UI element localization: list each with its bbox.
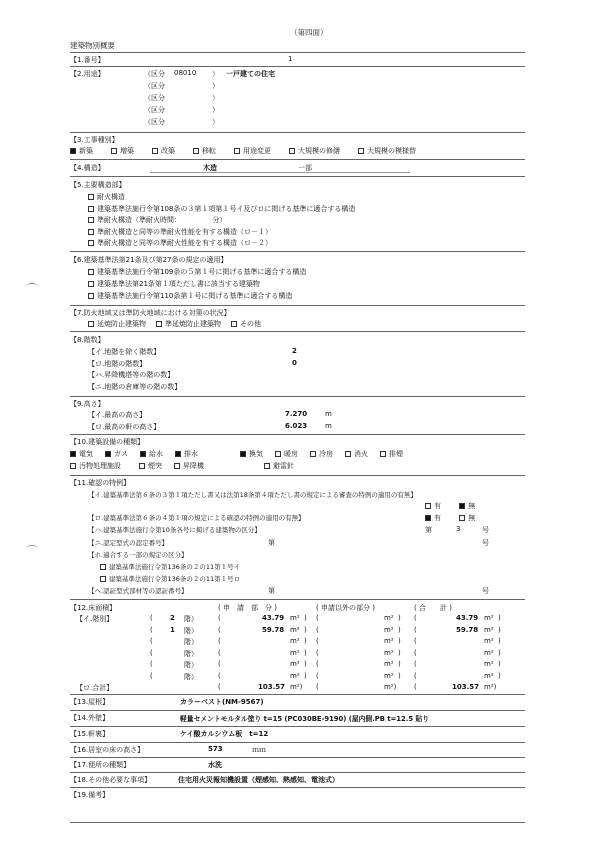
s11-e-item-1-label: 建築基準法施行令第136条の２の11第１号イ xyxy=(109,563,241,571)
s11-e-item-2-checkbox[interactable] xyxy=(100,576,106,582)
s11-f-label: 【ヘ.認証型式部材等の認証番号】 xyxy=(88,587,188,595)
s6-option-0 xyxy=(88,267,306,277)
s6-title: 【6.建築基準法第21条及び第27条の規定の適用】 xyxy=(70,256,228,264)
s12-sum-other-unit: m²) xyxy=(384,683,397,691)
s12-head-other: ( 申請以外の部分 ) xyxy=(316,604,375,612)
s12-other-close: ) xyxy=(398,625,401,634)
s2-title: 【2.用途】 xyxy=(70,70,105,78)
s12-other-unit: m² xyxy=(384,614,394,622)
s9-row-unit: m xyxy=(325,410,332,418)
s2-row-code: 08010 xyxy=(174,69,197,77)
s12-sum-other-unit-text: m² xyxy=(384,683,394,691)
s9-row-label: 【イ.最高の高さ】 xyxy=(88,411,147,419)
s15-eaves: ケイ酸カルシウム板 t=12 xyxy=(180,730,269,738)
s16-title: 【16.居室の床の高さ】 xyxy=(70,746,145,754)
s6-option-1-label: 建築基準法第21条第１項ただし書に該当する建築物 xyxy=(97,280,260,288)
s4-structure: 木造 xyxy=(203,164,217,172)
s18-other: 住宅用火災報知機設置（煙感知、熱感知、電池式） xyxy=(178,776,339,784)
s10-equipment-5 xyxy=(275,450,298,458)
s12-applied-open: ( xyxy=(218,660,221,668)
s12-other-unit: m² xyxy=(384,671,394,680)
s8-row-value: 0 xyxy=(292,358,297,367)
s12-total-unit: m² xyxy=(484,671,494,680)
s12-total-open: ( xyxy=(414,660,417,668)
s10-equipment-8 xyxy=(380,450,403,458)
s10-equipment-row2 xyxy=(70,461,294,471)
s4-part: 一部 xyxy=(298,164,312,172)
s12-applied-close: ) xyxy=(304,648,307,657)
s5-title: 【5.主要構造部】 xyxy=(70,181,126,189)
s2-row-close: ） xyxy=(212,94,219,102)
s17-toilet: 水洗 xyxy=(208,761,222,769)
s5-option-3-label: 準耐火構造と同等の準耐火性能を有する構造（ロ－１） xyxy=(97,227,272,236)
s12-total-value: 43.79 xyxy=(456,614,479,622)
s14-title: 【14.外壁】 xyxy=(70,714,110,722)
s12-total-open: ( xyxy=(414,625,417,634)
s10-equipment-4-checkbox[interactable] xyxy=(240,451,246,457)
s8-row-label: 【イ.地階を除く階数】 xyxy=(88,348,161,356)
s11-b-options xyxy=(425,513,475,523)
s3-option-3-checkbox[interactable] xyxy=(193,148,199,154)
s2-row-label: （区分 xyxy=(144,94,165,102)
s11-a-no-checkbox[interactable] xyxy=(459,503,465,509)
s12-head-applied: ( 申 請 部 分 ) xyxy=(218,604,277,612)
s10-equipment-7 xyxy=(345,450,368,458)
s10-equipment2-2 xyxy=(174,462,204,470)
s7-option-2 xyxy=(231,320,261,328)
s12-applied-open: ( xyxy=(218,648,221,657)
s3-option-5 xyxy=(289,147,340,155)
s3-option-1-label: 増築 xyxy=(120,147,134,155)
s10-equipment-1 xyxy=(105,450,128,458)
s8-title: 【8.階数】 xyxy=(70,336,105,344)
s12-total-close: ) xyxy=(498,614,501,622)
s3-option-6-label: 大規模の模様替 xyxy=(367,147,416,155)
s5-option-4-label: 準耐火構造と同等の準耐火性能を有する構造（ロ－２） xyxy=(97,239,272,247)
s11-d-post: 号 xyxy=(482,539,489,547)
s12-applied-unit: m² xyxy=(290,614,300,622)
s11-a-no-label: 無 xyxy=(468,502,476,510)
s11-e-label: 【ホ.適合する一部の規定の区分】 xyxy=(88,551,188,559)
s12-total-total-row: ( xyxy=(414,683,417,691)
s5-option-4 xyxy=(88,238,272,248)
s10-equipment-3-label: 排水 xyxy=(184,450,198,458)
s12-other-close: ) xyxy=(398,671,401,680)
s10-equipment-5-checkbox[interactable] xyxy=(275,451,281,457)
s9-row-value: 7.270 xyxy=(285,410,308,418)
s19-title: 【19.備考】 xyxy=(70,791,110,799)
s12-total-unit: m² xyxy=(484,625,494,634)
s3-option-6 xyxy=(358,147,416,155)
s12-other-open: ( xyxy=(316,660,319,668)
s12-applied-close: ) xyxy=(304,625,307,634)
s10-equipment-7-label: 消火 xyxy=(354,450,368,458)
s12-total-applied-row: ( xyxy=(218,683,221,691)
s12-applied-unit: m² xyxy=(290,660,300,668)
s10-equipment-8-checkbox[interactable] xyxy=(380,451,386,457)
s12-floor-word: 階） xyxy=(184,626,198,635)
s12-floor-number: 1 xyxy=(170,625,175,634)
s10-equipment-7-checkbox[interactable] xyxy=(345,451,351,457)
s12-applied-open: ( xyxy=(218,614,221,622)
s12-title: 【12.床面積】 xyxy=(70,604,117,612)
s11-a-options xyxy=(425,501,475,511)
s14-wall: 軽量セメントモルタル塗り t=15 (PC030BE-9190) (屋内側.PB t=12.5 貼り xyxy=(180,715,430,723)
s12-total-close: ) xyxy=(498,671,501,680)
s12-sum-total-unit: m²) xyxy=(484,683,497,691)
s11-b-no-checkbox[interactable] xyxy=(459,515,465,521)
s12-total-unit: m² xyxy=(484,637,494,645)
s11-e-item-1-checkbox[interactable] xyxy=(100,564,106,570)
s11-d-label: 【ニ.認定型式の認定番号】 xyxy=(88,539,169,547)
s6-option-2 xyxy=(88,291,292,301)
s5-option-1 xyxy=(88,204,355,214)
s12-total-close: ) xyxy=(498,637,501,645)
s17-title: 【17.便所の種類】 xyxy=(70,761,131,769)
s16-unit: ｍｍ xyxy=(252,746,266,754)
s12-floor-word: 階） xyxy=(184,649,198,658)
s11-c-post: 号 xyxy=(482,526,489,534)
s3-option-4-checkbox[interactable] xyxy=(234,148,240,154)
s10-equipment-6-checkbox[interactable] xyxy=(310,451,316,457)
s8-row-value: 2 xyxy=(292,347,297,355)
s12-floor-open: ( xyxy=(150,660,153,668)
s12-total-open: ( xyxy=(414,671,417,680)
s12-head-total-text: 合 計 xyxy=(418,604,447,612)
s12-head-other-text: 申請以外の部分 xyxy=(320,604,370,612)
s2-row-close: ） xyxy=(212,82,219,90)
s12-total-close: ) xyxy=(498,648,501,657)
s12-floor-open: ( xyxy=(150,625,153,634)
s10-equipment-0-label: 電気 xyxy=(79,450,93,458)
s12-other-unit: m² xyxy=(384,660,394,668)
s12-sum-total-unit-text: m² xyxy=(484,683,494,691)
doc-title: 建築物別概要 xyxy=(70,41,115,50)
s10-equipment2-0-checkbox[interactable] xyxy=(70,463,76,469)
s12-head-total: ( 合 計 ) xyxy=(414,604,452,612)
s11-b-label: 【ロ.建築基準法第６条の４第１項の規定による確認の特例の適用の有無】 xyxy=(88,514,305,522)
s12-other-open: ( xyxy=(316,671,319,680)
s10-equipment2-3 xyxy=(264,462,294,470)
s10-equipment-0-checkbox[interactable] xyxy=(70,451,76,457)
s12-applied-open: ( xyxy=(218,671,221,680)
s12-floor-word: 階） xyxy=(184,638,198,646)
s10-equipment-2-label: 給水 xyxy=(149,450,163,458)
s12-applied-value: 59.78 xyxy=(262,625,285,634)
s12-total-other-row: ( xyxy=(316,683,319,691)
s8-row-label: 【ロ.地階の階数】 xyxy=(88,359,147,368)
s10-equipment-8-label: 排煙 xyxy=(389,450,403,458)
s3-option-0-label: 新築 xyxy=(79,147,93,155)
s10-equipment2-1-checkbox[interactable] xyxy=(139,463,145,469)
s12-applied-unit: m² xyxy=(290,637,300,645)
s2-row-close: ） xyxy=(212,106,219,114)
s6-option-1-checkbox[interactable] xyxy=(88,281,94,287)
s12-floor-word: 階） xyxy=(184,672,198,681)
s3-option-1-checkbox[interactable] xyxy=(111,148,117,154)
s12-sum-applied: 103.57 xyxy=(258,683,286,691)
s12-applied-value: 43.79 xyxy=(262,614,285,622)
s3-title: 【3.工事種別】 xyxy=(70,136,119,144)
s11-f-pre: 第 xyxy=(268,587,275,595)
s2-row-label: （区分 xyxy=(144,82,165,90)
s3-option-3 xyxy=(193,147,216,155)
s10-equipment2-0 xyxy=(70,462,121,470)
s10-equipment2-2-label: 昇降機 xyxy=(183,462,204,470)
s12-applied-open: ( xyxy=(218,625,221,634)
s12-total-close: ) xyxy=(498,625,501,634)
s6-option-0-label: 建築基準法施行令第109条の５第１号に掲げる基準に適合する構造 xyxy=(97,268,307,276)
s12-total-value: 59.78 xyxy=(456,625,479,634)
s10-equipment-5-label: 暖房 xyxy=(284,450,298,458)
s2-row-label: （区分 xyxy=(144,106,165,114)
s12-other-close: ) xyxy=(398,637,401,645)
s6-option-2-label: 建築基準法施行令第110条第１号に掲げる基準に適合する構造 xyxy=(97,292,293,300)
s12-applied-unit: m² xyxy=(290,648,300,657)
s10-equipment-6 xyxy=(310,450,333,458)
s15-title: 【15.軒裏】 xyxy=(70,730,110,738)
s11-e-item-1 xyxy=(100,562,240,571)
s6-option-2-checkbox[interactable] xyxy=(88,293,94,299)
s7-option-1-checkbox[interactable] xyxy=(156,321,162,327)
s10-equipment-4 xyxy=(240,450,263,458)
s12-other-open: ( xyxy=(316,637,319,645)
s8-row-label: 【ニ.地階の倉庫等の階の数】 xyxy=(88,382,182,391)
page-label: （第四面） xyxy=(290,28,328,37)
s1-title: 【1.番号】 xyxy=(70,56,105,64)
s12-head-applied-text: 申 請 部 分 xyxy=(222,604,272,612)
s10-equipment2-1-label: 煙突 xyxy=(148,462,162,470)
s12-total-close: ) xyxy=(498,660,501,668)
s5-option-0-checkbox[interactable] xyxy=(88,194,94,200)
s12-other-close: ) xyxy=(398,660,401,668)
s5-option-2 xyxy=(88,215,227,225)
s12-floor-open: ( xyxy=(150,637,153,645)
s12-other-open: ( xyxy=(316,648,319,657)
s12-other-unit: m² xyxy=(384,625,394,634)
s11-f-post: 号 xyxy=(482,587,489,595)
s3-option-2-checkbox[interactable] xyxy=(152,148,158,154)
s7-title: 【7.防火地域又は準防火地域における対策の状況】 xyxy=(70,309,231,317)
s2-row-close: ） xyxy=(212,70,219,78)
s12-sum-applied-unit-text: m² xyxy=(290,683,300,691)
s10-equipment2-3-checkbox[interactable] xyxy=(264,463,270,469)
s16-floor-height: 573 xyxy=(208,745,223,753)
s10-equipment2-3-label: 避雷針 xyxy=(273,462,294,470)
s3-option-0-checkbox[interactable] xyxy=(70,148,76,154)
s9-row-unit: m xyxy=(325,422,332,430)
s3-option-6-checkbox[interactable] xyxy=(358,148,364,154)
s6-option-0-checkbox[interactable] xyxy=(88,269,94,275)
s12-floor-open: ( xyxy=(150,671,153,680)
s10-equipment-2-checkbox[interactable] xyxy=(140,451,146,457)
s3-option-2 xyxy=(152,147,175,155)
s10-equipment-0 xyxy=(70,450,93,458)
s3-option-5-checkbox[interactable] xyxy=(289,148,295,154)
s9-title: 【9.高さ】 xyxy=(70,400,105,408)
s10-equipment-3 xyxy=(175,450,198,458)
s2-row-close: ） xyxy=(212,118,219,126)
s12-total-unit: m² xyxy=(484,648,494,657)
s12-floor-word: 階） xyxy=(184,615,198,623)
s12-total-unit: m² xyxy=(484,614,494,622)
s2-row-label: （区分 xyxy=(144,70,165,78)
s12-sum-applied-unit: m²) xyxy=(290,683,303,691)
s12-applied-open: ( xyxy=(218,637,221,645)
s12-applied-close: ) xyxy=(304,614,307,622)
s7-options xyxy=(88,319,261,329)
s5-option-0 xyxy=(88,192,125,202)
s5-option-3 xyxy=(88,227,272,237)
s12-total-open: ( xyxy=(414,614,417,622)
s10-equipment-4-label: 換気 xyxy=(249,450,263,458)
s13-roof: カラーベスト(NM-9567) xyxy=(180,698,264,706)
s4-title: 【4.構造】 xyxy=(70,164,105,172)
s12-applied-unit: m² xyxy=(290,671,300,680)
s7-option-0 xyxy=(88,320,146,328)
s10-equipment-2 xyxy=(140,450,163,458)
s12-applied-unit: m² xyxy=(290,625,300,634)
s3-option-5-label: 大規模の修繕 xyxy=(298,147,340,155)
s1-value: 1 xyxy=(288,55,293,63)
s10-equipment2-2-checkbox[interactable] xyxy=(174,463,180,469)
s3-options xyxy=(70,146,416,156)
s9-row-value: 6.023 xyxy=(285,422,308,430)
s7-option-0-label: 延焼防止建築物 xyxy=(97,320,146,328)
s12-other-close: ) xyxy=(398,648,401,657)
s12-sum-total: 103.57 xyxy=(452,683,480,691)
s12-floor-word: 階） xyxy=(184,661,198,669)
s10-equipment-3-checkbox[interactable] xyxy=(175,451,181,457)
s12-applied-close: ) xyxy=(304,660,307,668)
s12-total-unit: m² xyxy=(484,660,494,668)
s2-row-use: 一戸建ての住宅 xyxy=(226,70,275,78)
s3-option-4-label: 用途変更 xyxy=(243,147,271,155)
s13-title: 【13.屋根】 xyxy=(70,698,110,706)
s12-other-close: ) xyxy=(398,614,401,622)
s12-row-label: 【イ.階別】 xyxy=(76,615,114,623)
s12-other-open: ( xyxy=(316,614,319,622)
s11-a-label: 【イ.建築基準法第６条の３第１項ただし書又は法第18条第４項ただし書の規定による審査の特例の適用の有無】 xyxy=(88,491,417,499)
s5-option-0-label: 耐火構造 xyxy=(97,193,125,201)
s7-option-1 xyxy=(156,320,221,328)
s12-total-open: ( xyxy=(414,648,417,657)
s8-row-label: 【ハ.昇降機塔等の階の数】 xyxy=(88,371,175,379)
s11-b-yes-label: 有 xyxy=(434,514,441,522)
s5-option-4-checkbox[interactable] xyxy=(88,240,94,246)
s11-title: 【11.確認の特例】 xyxy=(70,479,131,487)
s5-option-2-label: 準耐火構造（準耐火時間： 分） xyxy=(97,216,227,224)
s18-title: 【18.その他必要な事項】 xyxy=(70,776,152,784)
s12-total-label: 【ロ.合計】 xyxy=(76,684,114,692)
s12-other-unit: m² xyxy=(384,648,394,657)
s12-floor-open: ( xyxy=(150,648,153,657)
s11-d-pre: 第 xyxy=(268,539,275,547)
s3-option-4 xyxy=(234,147,271,155)
s12-applied-close: ) xyxy=(304,637,307,645)
s11-e-item-2 xyxy=(100,574,240,583)
s11-e-item-2-label: 建築基準法施行令第136条の２の11第１号ロ xyxy=(109,575,241,583)
s10-equipment2-1 xyxy=(139,462,162,470)
s10-title: 【10.建築設備の種類】 xyxy=(70,438,145,446)
s3-option-3-label: 移転 xyxy=(202,147,216,155)
s10-equipment-1-label: ガス xyxy=(114,450,128,458)
s10-equipment2-0-label: 汚物処理施設 xyxy=(79,462,121,470)
s3-option-1 xyxy=(111,147,134,155)
s12-floor-number: 2 xyxy=(170,614,175,622)
s9-row-label: 【ロ.最高の軒の高さ】 xyxy=(88,423,161,431)
s6-option-1 xyxy=(88,279,260,289)
s12-applied-close: ) xyxy=(304,671,307,680)
s11-a-yes-checkbox[interactable] xyxy=(425,503,431,509)
s12-total-open: ( xyxy=(414,637,417,645)
s12-floor-open: ( xyxy=(150,614,153,622)
s10-equipment-1-checkbox[interactable] xyxy=(105,451,111,457)
s10-equipment-row1 xyxy=(70,449,403,459)
s11-a-yes-label: 有 xyxy=(434,502,441,510)
s5-option-2-checkbox[interactable] xyxy=(88,217,94,223)
s7-option-2-label: その他 xyxy=(240,320,261,328)
s12-other-open: ( xyxy=(316,625,319,634)
s11-c-label: 【ハ.建築基準法施行令第10条各号に掲げる建築物の区分】 xyxy=(88,526,261,534)
s7-option-1-label: 準延焼防止建築物 xyxy=(165,320,221,328)
s7-option-0-checkbox[interactable] xyxy=(88,321,94,327)
s12-other-unit: m² xyxy=(384,637,394,645)
s7-option-2-checkbox[interactable] xyxy=(231,321,237,327)
s11-b-no-label: 無 xyxy=(468,514,476,522)
s11-b-yes-checkbox[interactable] xyxy=(425,515,431,521)
s10-equipment-6-label: 冷房 xyxy=(319,450,333,458)
s5-option-1-checkbox[interactable] xyxy=(88,206,94,212)
s3-option-0 xyxy=(70,147,93,155)
s11-c-pre: 第 xyxy=(425,526,432,534)
s3-option-2-label: 改築 xyxy=(161,147,175,155)
s11-c-value: 3 xyxy=(456,525,461,533)
s5-option-3-checkbox[interactable] xyxy=(88,229,94,235)
s2-row-label: （区分 xyxy=(144,118,165,126)
s5-option-1-label: 建築基準法施行令第108条の３第１項第１号イ及びロに掲げる基準に適合する構造 xyxy=(97,204,356,213)
